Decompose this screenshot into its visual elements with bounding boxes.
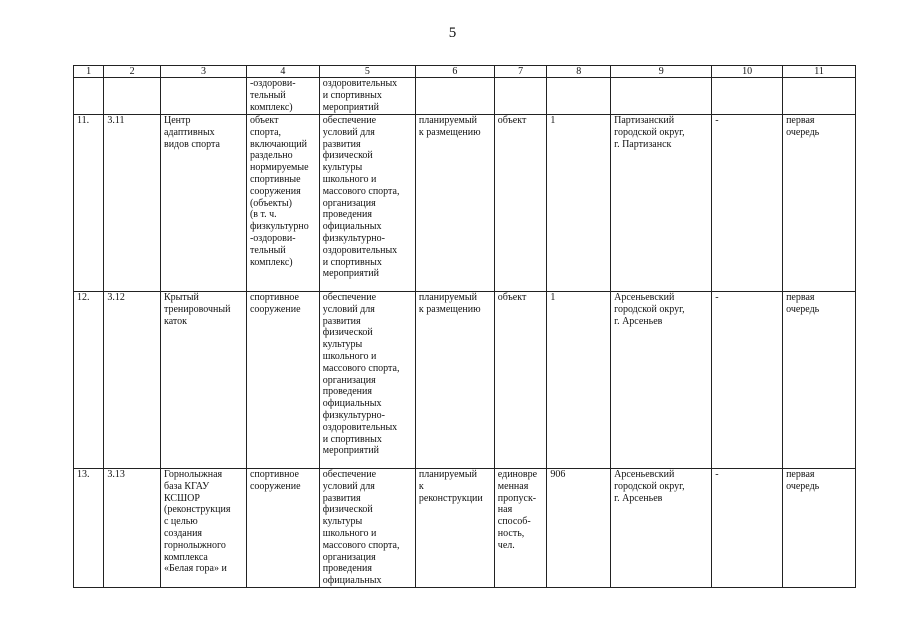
zone-value: - [712,115,783,292]
continuation-row [74,78,856,115]
implementation-stage: первая очередь [783,469,856,588]
row-code: 3.12 [104,292,161,469]
table-cell [104,78,161,115]
object-purpose: обеспечение условий для развития физической культуры школьного и массового спорта, организация проведения официальных физкультурно- оздоровительных и спортивных мероприятий [319,115,415,292]
object-name: Крытый тренировочный каток [160,292,246,469]
measure-value: 906 [547,469,611,588]
implementation-stage: первая очередь [783,115,856,292]
column-number: 1 [74,66,104,78]
column-number: 10 [712,66,783,78]
row-number: 12. [74,292,104,469]
measure-value: 1 [547,292,611,469]
table-cell [712,78,783,115]
table-cell [783,78,856,115]
object-location: Партизанский городской округ, г. Партизанск [611,115,712,292]
table-row [74,292,856,469]
table-cell [547,78,611,115]
zone-value: - [712,292,783,469]
column-number: 11 [783,66,856,78]
table-cell [74,78,104,115]
page-number: 5 [448,25,457,41]
table-cell: оздоровительных и спортивных мероприятий [319,78,415,115]
planning-table [73,65,856,588]
table-row [74,115,856,292]
object-status: планируемый к размещению [415,292,494,469]
column-number-row [74,66,856,78]
column-number: 4 [246,66,319,78]
column-number: 7 [494,66,547,78]
object-type: объект спорта, включающий раздельно нормируемые спортивные сооружения (объекты) (в т. ч. физкультурно -оздорови- тельный комплекс) [246,115,319,292]
measure-value: 1 [547,115,611,292]
object-name: Горнолыжная база КГАУ КСШОР (реконструкция с целью создания горнолыжного комплекса «Белая гора» и [160,469,246,588]
column-number: 3 [160,66,246,78]
table-cell [415,78,494,115]
object-status: планируемый к размещению [415,115,494,292]
column-number: 5 [319,66,415,78]
object-purpose: обеспечение условий для развития физической культуры школьного и массового спорта, организация проведения официальных физкультурно- оздоровительных и спортивных мероприятий [319,292,415,469]
column-number: 6 [415,66,494,78]
table-cell [494,78,547,115]
zone-value: - [712,469,783,588]
measure-unit: объект [494,292,547,469]
measure-unit: единовре менная пропуск- ная способ- ность, чел. [494,469,547,588]
object-status: планируемый к реконструкции [415,469,494,588]
object-location: Арсеньевский городской округ, г. Арсеньев [611,292,712,469]
table-row [74,469,856,588]
implementation-stage: первая очередь [783,292,856,469]
object-type: спортивное сооружение [246,292,319,469]
object-type: спортивное сооружение [246,469,319,588]
row-number: 11. [74,115,104,292]
row-number: 13. [74,469,104,588]
object-location: Арсеньевский городской округ, г. Арсеньев [611,469,712,588]
measure-unit: объект [494,115,547,292]
table-cell [611,78,712,115]
object-name: Центр адаптивных видов спорта [160,115,246,292]
row-code: 3.13 [104,469,161,588]
object-purpose: обеспечение условий для развития физической культуры школьного и массового спорта, организация проведения официальных [319,469,415,588]
table-cell: -оздорови- тельный комплекс) [246,78,319,115]
column-number: 9 [611,66,712,78]
row-code: 3.11 [104,115,161,292]
table-cell [160,78,246,115]
column-number: 2 [104,66,161,78]
column-number: 8 [547,66,611,78]
